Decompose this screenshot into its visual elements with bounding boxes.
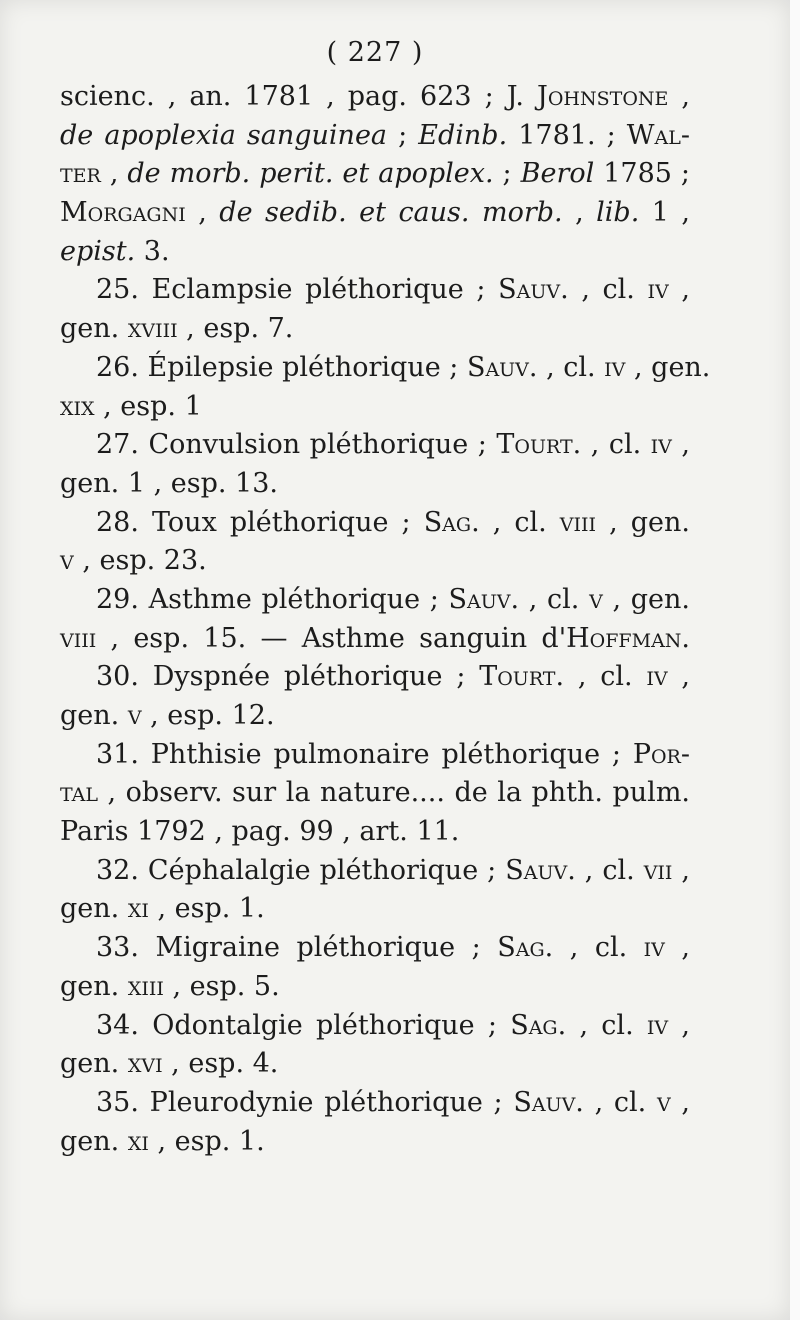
small-caps-text: Morgagni	[60, 197, 186, 229]
text-segment: 1 ,	[639, 197, 691, 229]
text-line	[60, 852, 690, 891]
text-line	[60, 504, 690, 543]
text-segment: , esp. 23.	[73, 545, 207, 577]
text-segment: , esp. 1.	[148, 893, 265, 925]
text-segment: 25. Eclampsie pléthorique ;	[96, 274, 499, 306]
text-segment: , cl.	[553, 932, 644, 964]
italic-text: lib.	[596, 197, 640, 229]
small-caps-text: viii	[60, 622, 97, 654]
text-segment: Paris 1792 , pag. 99 , art. 11.	[60, 816, 460, 848]
italic-text: Edinb.	[418, 119, 508, 151]
italic-text: de sedib. et caus. morb.	[219, 197, 563, 229]
small-caps-text: v	[127, 700, 142, 731]
small-caps-text: iv	[647, 274, 669, 306]
text-segment: gen.	[60, 700, 128, 731]
small-caps-text: Tourt.	[479, 661, 565, 693]
small-caps-text: ter	[60, 158, 101, 190]
text-line	[60, 697, 690, 736]
text-segment: 3.	[135, 235, 170, 267]
text-line	[60, 194, 690, 233]
text-segment: , cl.	[566, 1009, 647, 1041]
small-caps-text: iv	[643, 932, 665, 964]
text-segment: 33. Migraine pléthorique ;	[96, 932, 498, 964]
text-segment: , cl.	[537, 351, 605, 383]
text-segment: 1781. ;	[507, 119, 627, 151]
text-segment: , gen.	[602, 583, 690, 615]
text-segment: , gen.	[596, 506, 690, 538]
page-margin	[790, 0, 800, 1320]
text-segment: , cl.	[564, 661, 647, 693]
text-segment: , esp. 1	[94, 390, 202, 422]
small-caps-text: v	[656, 1086, 671, 1118]
text-line	[60, 271, 690, 310]
text-line	[60, 658, 690, 697]
small-caps-text: viii	[559, 506, 597, 538]
text-segment: ,	[672, 854, 690, 886]
italic-text: de morb. perit. et apoplex.	[127, 158, 494, 190]
small-caps-text: Johnstone	[537, 81, 669, 112]
text-segment: , observ. sur la nature.... de la phth. pulm.	[97, 777, 690, 809]
small-caps-text: xix	[60, 390, 95, 422]
text-segment: 26. Épilepsie pléthorique ;	[96, 351, 467, 383]
text-segment: , cl.	[581, 429, 651, 461]
small-caps-text: xiii	[127, 970, 164, 1002]
italic-text: Berol	[520, 158, 595, 190]
text-line	[60, 1007, 690, 1046]
text-line	[60, 736, 690, 775]
text-segment: ,	[664, 932, 690, 964]
text-segment: , cl.	[568, 274, 648, 306]
small-caps-text: iv	[646, 661, 668, 693]
text-segment: ,	[185, 197, 220, 229]
text-line	[60, 349, 711, 388]
text-segment: 35. Pleurodynie pléthorique ;	[96, 1086, 514, 1118]
small-caps-text: Sauv.	[466, 351, 538, 383]
text-line	[60, 813, 690, 852]
text-segment: 1785 ;	[594, 158, 690, 190]
text-segment: ,	[670, 1086, 690, 1118]
small-caps-text: iv	[604, 351, 626, 383]
text-segment: ,	[668, 81, 690, 112]
small-caps-text: Wal-	[626, 119, 691, 151]
text-line	[60, 388, 690, 427]
page-text	[60, 28, 711, 1161]
small-caps-text: xi	[127, 1125, 149, 1157]
text-line	[60, 1045, 690, 1084]
small-caps-text: Sauv.	[448, 583, 520, 615]
text-segment: ;	[493, 158, 521, 190]
italic-text: epist.	[60, 235, 136, 267]
small-caps-text: iv	[646, 1009, 669, 1041]
small-caps-text: Sag.	[497, 932, 554, 964]
text-segment: 34. Odontalgie pléthorique ;	[96, 1009, 511, 1041]
text-line	[60, 1123, 690, 1162]
text-segment: , esp. 5.	[163, 970, 280, 1002]
text-segment: 28. Toux pléthorique ;	[96, 506, 424, 538]
text-segment: , esp. 7.	[177, 313, 294, 345]
small-caps-text: tal	[60, 777, 98, 809]
text-segment: 31. Phthisie pulmonaire pléthorique ;	[96, 738, 633, 770]
small-caps-text: vii	[643, 854, 673, 886]
small-caps-text: v	[589, 583, 603, 615]
page-number: ( 227 )	[326, 37, 424, 68]
text-segment: scienc. , an. 1781 , pag. 623 ; J.	[60, 81, 538, 112]
small-caps-text: Sag.	[510, 1009, 567, 1041]
text-segment: gen.	[60, 970, 128, 1002]
text-segment: , cl.	[583, 1086, 657, 1118]
text-segment: ,	[668, 1009, 691, 1041]
small-caps-text: Sag.	[423, 506, 480, 538]
text-segment: , esp. 4.	[162, 1048, 279, 1080]
text-segment: gen.	[60, 313, 128, 345]
text-segment: ;	[387, 119, 419, 151]
text-segment: , cl.	[519, 583, 590, 615]
text-segment: , esp. 12.	[141, 700, 275, 731]
text-segment: ,	[668, 274, 690, 306]
text-segment: ,	[562, 197, 597, 229]
text-line	[60, 620, 690, 659]
small-caps-text: Por-	[632, 738, 690, 770]
text-line	[60, 465, 690, 504]
text-segment: 27. Convulsion pléthorique ;	[96, 429, 497, 461]
text-segment: ,	[100, 158, 128, 190]
text-segment: 30. Dyspnée pléthorique ;	[96, 661, 480, 693]
small-caps-text: Sauv.	[513, 1086, 584, 1118]
text-segment: , esp. 15. — Asthme sanguin d'	[96, 622, 567, 654]
text-line	[60, 968, 690, 1007]
small-caps-text: Hoffman.	[566, 622, 690, 654]
text-line	[60, 890, 690, 929]
small-caps-text: xvi	[127, 1048, 163, 1080]
small-caps-text: Tourt.	[496, 429, 582, 461]
text-line	[60, 581, 690, 620]
small-caps-text: v	[60, 545, 74, 577]
text-segment: , cl.	[575, 854, 644, 886]
text-line	[60, 774, 690, 813]
text-line	[60, 233, 690, 272]
text-line	[60, 426, 690, 465]
text-line	[60, 117, 690, 156]
page-body	[60, 78, 711, 1161]
small-caps-text: xviii	[127, 313, 178, 345]
text-segment: 32. Céphalalgie pléthorique ;	[96, 854, 506, 886]
text-segment: gen.	[60, 1048, 128, 1080]
text-line	[60, 542, 690, 581]
small-caps-text: Sauv.	[505, 854, 576, 886]
text-line	[60, 929, 690, 968]
text-segment: ,	[667, 661, 690, 693]
text-segment: , esp. 1.	[148, 1125, 265, 1157]
text-segment: gen.	[60, 893, 128, 925]
text-segment: , gen.	[625, 351, 711, 383]
italic-text: de apoplexia sanguinea	[60, 119, 388, 151]
text-segment: 29. Asthme pléthorique ;	[96, 583, 449, 615]
text-segment: ,	[671, 429, 690, 461]
text-line	[60, 155, 690, 194]
text-line	[60, 1084, 690, 1123]
text-line	[60, 310, 690, 349]
text-segment: gen.	[60, 1125, 128, 1157]
small-caps-text: Sauv.	[498, 274, 569, 306]
small-caps-text: xi	[127, 893, 149, 925]
text-segment: gen. 1 , esp. 13.	[60, 467, 278, 499]
text-line	[60, 78, 690, 117]
small-caps-text: iv	[650, 429, 672, 461]
text-segment: , cl.	[479, 506, 560, 538]
